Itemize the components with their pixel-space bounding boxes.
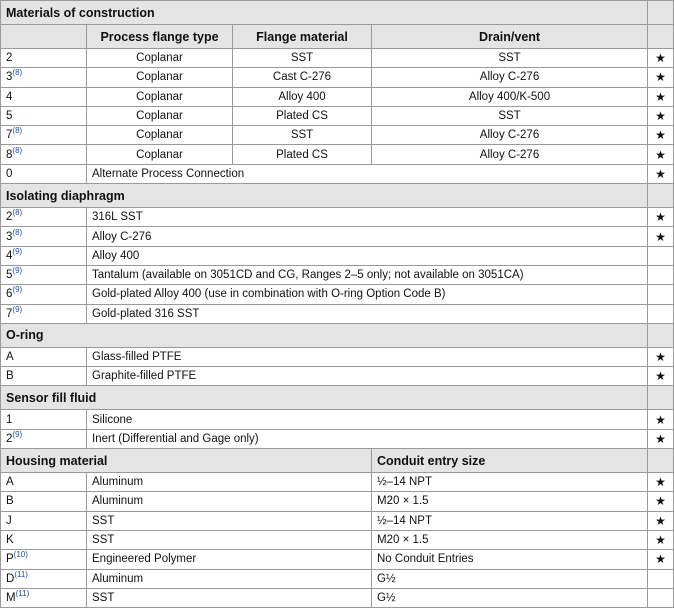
code-cell: 5$^{(9)}$ — [1, 265, 87, 284]
table-row: B Graphite-filled PTFE ★ — [1, 367, 674, 386]
code-cell: $D^{(11)}$ — [1, 569, 87, 588]
header-flange-type: Process flange type — [87, 25, 233, 49]
table-row: 5 Coplanar Plated CS SST ★ — [1, 106, 674, 125]
star-icon — [648, 285, 674, 304]
table-row: 6$^{(9)}$ Gold-plated Alloy 400 (use in combination with O-ring Option Code B) — [1, 285, 674, 304]
table-row: 7$^{(8)}$ Coplanar SST Alloy C-276 ★ — [1, 126, 674, 145]
code-cell: A — [1, 473, 87, 492]
code-cell: 4 — [1, 87, 87, 106]
star-icon: ★ — [648, 473, 674, 492]
code-cell: 2$^{(8)}$ — [1, 208, 87, 227]
code-cell: J — [1, 511, 87, 530]
table-row: 4 Coplanar Alloy 400 Alloy 400/K-500 ★ — [1, 87, 674, 106]
code-cell: B — [1, 492, 87, 511]
table-row: 5$^{(9)}$ Tantalum (available on 3051CD and CG, Ranges 2–5 only; not available on 3051CA) — [1, 265, 674, 284]
table-row: B Aluminum M20 × 1.5 ★ — [1, 492, 674, 511]
star-icon: ★ — [648, 367, 674, 386]
section-title: Isolating diaphragm — [1, 184, 648, 208]
code-cell: $P^{(10)}$ — [1, 550, 87, 569]
star-icon: ★ — [648, 164, 674, 183]
star-icon — [648, 246, 674, 265]
star-icon: ★ — [648, 227, 674, 246]
section-materials — [1, 1, 674, 25]
table-row: $D^{(11)}$ Aluminum G½ — [1, 569, 674, 588]
code-cell: 3$^{(8)}$ — [1, 68, 87, 87]
code-cell: 2$^{(9)}$ — [1, 429, 87, 448]
conduit-header: Conduit entry size — [372, 449, 648, 473]
star-icon: ★ — [648, 429, 674, 448]
star-cell — [648, 1, 674, 25]
star-icon — [648, 304, 674, 323]
table-row: 8$^{(8)}$ Coplanar Plated CS Alloy C-276 ★ — [1, 145, 674, 164]
star-icon: ★ — [648, 208, 674, 227]
star-icon — [648, 265, 674, 284]
code-cell: 2 — [1, 49, 87, 68]
section-title: Materials of construction — [1, 1, 648, 25]
star-icon: ★ — [648, 49, 674, 68]
star-icon: ★ — [648, 145, 674, 164]
table-row: $P^{(10)}$ Engineered Polymer No Conduit Entries ★ — [1, 550, 674, 569]
code-cell: B — [1, 367, 87, 386]
table-row: 2$^{(9)}$ Inert (Differential and Gage only) ★ — [1, 429, 674, 448]
star-icon: ★ — [648, 492, 674, 511]
code-cell: 4$^{(9)}$ — [1, 246, 87, 265]
code-cell: 1 — [1, 410, 87, 429]
table-row: A Glass-filled PTFE ★ — [1, 347, 674, 366]
star-icon: ★ — [648, 410, 674, 429]
code-cell: 5 — [1, 106, 87, 125]
star-icon — [648, 569, 674, 588]
table-row: K SST M20 × 1.5 ★ — [1, 530, 674, 549]
section-title: Sensor fill fluid — [1, 386, 648, 410]
table-row: 0 Alternate Process Connection ★ — [1, 164, 674, 183]
star-icon: ★ — [648, 87, 674, 106]
code-cell: K — [1, 530, 87, 549]
table-row: 3$^{(8)}$ Coplanar Cast C-276 Alloy C-276 ★ — [1, 68, 674, 87]
code-cell: 0 — [1, 164, 87, 183]
star-icon — [648, 588, 674, 607]
table-row: $M^{(11)}$ SST G½ — [1, 588, 674, 607]
table-row: 1 Silicone ★ — [1, 410, 674, 429]
star-icon: ★ — [648, 126, 674, 145]
table-row: 4$^{(9)}$ Alloy 400 — [1, 246, 674, 265]
star-icon: ★ — [648, 106, 674, 125]
code-cell: 3$^{(8)}$ — [1, 227, 87, 246]
table-row: 2 Coplanar SST SST ★ — [1, 49, 674, 68]
code-cell: 7$^{(9)}$ — [1, 304, 87, 323]
code-cell: $M^{(11)}$ — [1, 588, 87, 607]
table-row: 3$^{(8)}$ Alloy C-276 ★ — [1, 227, 674, 246]
section-diaphragm — [1, 184, 674, 208]
star-icon: ★ — [648, 530, 674, 549]
table-row: 2$^{(8)}$ 316L SST ★ — [1, 208, 674, 227]
star-icon: ★ — [648, 511, 674, 530]
table-row: 7$^{(9)}$ Gold-plated 316 SST — [1, 304, 674, 323]
materials-header-row — [1, 25, 674, 49]
section-fill — [1, 386, 674, 410]
table-row: J SST ½–14 NPT ★ — [1, 511, 674, 530]
header-flange-material: Flange material — [233, 25, 372, 49]
star-icon: ★ — [648, 68, 674, 87]
header-drain-vent: Drain/vent — [372, 25, 648, 49]
section-oring — [1, 323, 674, 347]
section-title: O-ring — [1, 323, 648, 347]
table-row: A Aluminum ½–14 NPT ★ — [1, 473, 674, 492]
code-cell: 6$^{(9)}$ — [1, 285, 87, 304]
star-icon: ★ — [648, 347, 674, 366]
code-cell: A — [1, 347, 87, 366]
section-title: Housing material — [1, 449, 372, 473]
code-cell: 8$^{(8)}$ — [1, 145, 87, 164]
star-icon: ★ — [648, 550, 674, 569]
section-housing — [1, 449, 674, 473]
code-cell: 7$^{(8)}$ — [1, 126, 87, 145]
